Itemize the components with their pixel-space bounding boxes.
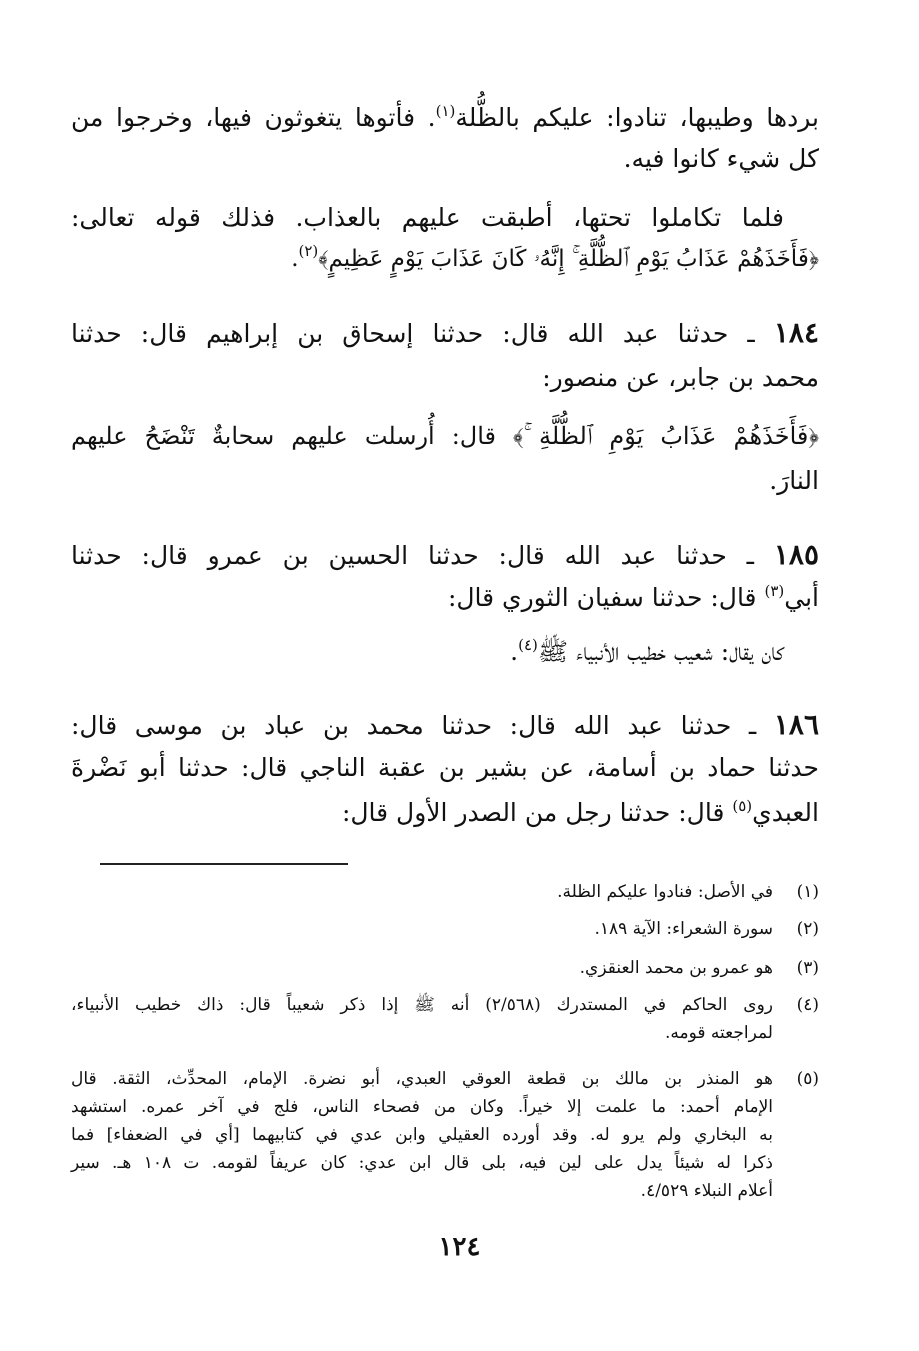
text-line	[71, 98, 819, 138]
footnote	[71, 1065, 819, 1205]
text-line	[71, 578, 819, 618]
text-line: محمد بن جابر، عن منصور:	[542, 363, 819, 392]
footnote-mark: (١)	[796, 882, 819, 902]
footnote-text: الإمام أحمد: ما علمت إلا خيراً. وكان من فصحاء الناس، فلج في آخر عمره. استشهد	[71, 1097, 773, 1117]
footnote-mark: (٤)	[796, 995, 819, 1015]
hadith-185-line	[71, 535, 819, 576]
hadith-number: ١٨٥	[773, 538, 819, 571]
footnote-text: به البخاري ولم يرو له. وقد أورده العقيلي وابن عدي في كتابيهما [أي في الضعفاء] فما	[71, 1125, 773, 1145]
text-line	[71, 198, 784, 238]
footnote-ref: (٤)	[518, 636, 538, 654]
footnote-mark: (٢)	[796, 919, 819, 939]
text-run: قال: حدثنا سفيان الثوري قال:	[447, 583, 765, 612]
footnote	[71, 878, 819, 906]
text-line	[71, 793, 819, 833]
text-line: ﴿فَأَخَذَهُمْ عَذَابُ يَوْمِ ٱلظُّلَّةِ ۚ﴾ قال: أُرسلت عليهم سحابةٌ تَنْضَحُ عليهم	[71, 422, 819, 450]
text-run: ـ حدثنا عبد الله قال: حدثنا إسحاق بن إبراهيم قال: حدثنا	[71, 319, 774, 348]
text-run: ـ حدثنا عبد الله قال: حدثنا محمد بن عباد بن موسى قال:	[71, 711, 774, 740]
text-run: أبي	[784, 583, 819, 612]
text-run: العبدي	[752, 798, 819, 827]
text-run: فلما تكاملوا تحتها، أطبقت عليهم بالعذاب. فذلك قوله تعالى:	[71, 203, 784, 232]
footnote-text: ذكرا له شيئاً يدل على لين فيه، بلى قال ابن عدي: كان عريفاً لقومه. ت ١٠٨ هـ. سير	[71, 1153, 773, 1173]
footnote	[71, 991, 819, 1047]
text-run: .	[291, 246, 299, 272]
text-line: كل شيء كانوا فيه.	[623, 144, 819, 173]
text-run: ـ حدثنا عبد الله قال: حدثنا الحسين بن عمرو قال: حدثنا	[71, 541, 774, 570]
hadith-number: ١٨٤	[773, 316, 819, 349]
footnote-mark: (٣)	[796, 958, 819, 978]
footnote-mark: (٥)	[796, 1069, 819, 1089]
footnote-ref: (٢)	[298, 242, 319, 260]
text-line: النارَ.	[769, 466, 819, 495]
text-run: قال: حدثنا رجل من الصدر الأول قال:	[341, 798, 733, 827]
footnote-text: سورة الشعراء: الآية ١٨٩.	[594, 919, 773, 939]
text-run: بردها وطيبها، تنادوا: عليكم بالظُّلة	[455, 103, 819, 132]
footnote-text: هو المنذر بن مالك بن قطعة العوقي العبدي، أبو نضرة. الإمام، المحدِّث، الثقة. قال	[71, 1069, 773, 1089]
footnote-text: هو عمرو بن محمد العنقزي.	[579, 958, 773, 978]
footnote-ref: (١)	[435, 102, 456, 120]
footnote-text: لمراجعته قومه.	[664, 1023, 773, 1043]
page-number: ١٢٤	[438, 1232, 481, 1262]
hadith-number: ١٨٦	[773, 708, 819, 741]
footnote-text: في الأصل: فنادوا عليكم الظلة.	[557, 882, 773, 902]
text-line: حدثنا حماد بن أسامة، عن بشير بن عقبة الناجي قال: حدثنا أبو نَضْرةَ	[71, 753, 819, 782]
text-run: كان يقال: شعيب خطيب الأنبياء ﷺ	[537, 637, 784, 666]
verse-text: ﴿فَأَخَذَهُمْ عَذَابُ يَوْمِ ٱلظُّلَّةِ ۚ إِنَّهُۥ كَانَ عَذَابَ يَوْمٍ عَظِيمٍ﴾	[318, 246, 819, 272]
quran-verse	[71, 239, 819, 279]
hadith-184-line	[71, 313, 819, 354]
footnote-ref: (٥)	[732, 797, 753, 815]
footnote-separator	[100, 863, 348, 865]
footnote-ref: (٣)	[764, 582, 785, 600]
footnote-text: أعلام النبلاء ٤/٥٢٩.	[640, 1181, 773, 1201]
text-run: .	[510, 637, 519, 666]
hadith-186-line	[71, 705, 819, 746]
text-run: . فأتوها يتغوثون فيها، وخرجوا من	[71, 103, 436, 132]
footnote-text: روى الحاكم في المستدرك (٢/٥٦٨) أنه ﷺ إذا ذكر شعيباً قال: ذاك خطيب الأنبياء،	[71, 995, 774, 1015]
footnote	[71, 954, 819, 982]
text-line	[71, 632, 784, 672]
footnote	[71, 915, 819, 943]
